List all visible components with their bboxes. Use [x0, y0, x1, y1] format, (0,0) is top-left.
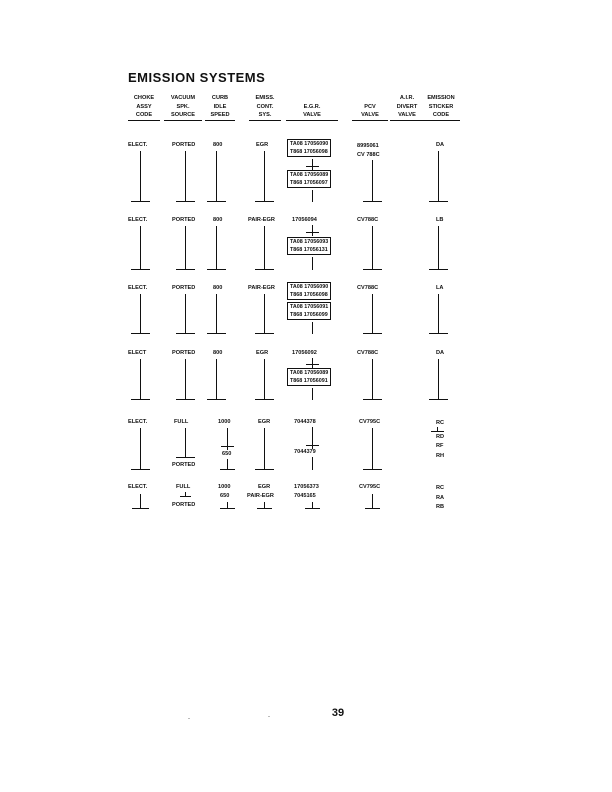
vacuum-source: PORTED	[172, 350, 196, 356]
egr-bracket: TA08 17056091 T868 17056099	[287, 302, 331, 320]
header-emiss: EMISS. CONT. SYS.	[249, 94, 281, 121]
page-title: EMISSION SYSTEMS	[128, 70, 266, 85]
pcv-valve: 8995061 CV 788C	[357, 143, 380, 158]
sticker-code: LA	[436, 285, 444, 291]
vacuum-source: PORTED	[172, 142, 196, 148]
header-air: A.I.R. DIVERT VALVE	[390, 94, 424, 121]
egr-bracket: TA08 17056090 T868 17056098	[287, 139, 331, 157]
sticker-code: DA	[436, 142, 445, 148]
header-vacuum: VACUUM SPK. SOURCE	[164, 94, 202, 121]
egr-bracket: TA08 17056089 T868 17056091	[287, 368, 331, 386]
header-pcv: PCV VALVE	[352, 94, 388, 121]
idle-speed: 800	[213, 217, 223, 223]
egr-bracket: TA08 17056093 T868 17056131	[287, 237, 331, 255]
vacuum-source: PORTED	[172, 285, 196, 291]
idle-speed-secondary: 650	[220, 493, 230, 499]
pcv-valve: CV788C	[357, 285, 379, 291]
vacuum-source: PORTED	[172, 217, 196, 223]
pcv-valve: CV788C	[357, 350, 379, 356]
emiss-system: EGR	[256, 350, 269, 356]
egr-valve: 17056092	[292, 350, 317, 356]
egr-valve: 17056094	[292, 217, 317, 223]
idle-speed: 1000	[218, 419, 231, 425]
emiss-system: PAIR-EGR	[248, 217, 275, 223]
emiss-system: PAIR-EGR	[248, 285, 275, 291]
sticker-code: RC RD RF RH	[436, 420, 445, 459]
egr-valve-secondary: 7044379	[294, 449, 316, 455]
idle-speed-secondary: 650	[222, 451, 232, 457]
idle-speed: 800	[213, 285, 223, 291]
vacuum-source-secondary: PORTED	[172, 462, 196, 468]
emiss-system: EGR	[258, 419, 271, 425]
egr-valve: 17056373	[294, 484, 319, 490]
header-choke: CHOKE ASSY CODE	[128, 94, 160, 121]
sticker-code: RC RA RB	[436, 485, 445, 510]
vacuum-source-secondary: PORTED	[172, 502, 196, 508]
page-number: 39	[331, 707, 345, 719]
choke-code: ELECT.	[128, 285, 148, 291]
choke-code: ELECT.	[128, 217, 148, 223]
vacuum-source: FULL	[174, 419, 189, 425]
idle-speed: 800	[213, 142, 223, 148]
sticker-code: DA	[436, 350, 445, 356]
choke-code: ELECT.	[128, 419, 148, 425]
choke-code: ELECT	[128, 350, 147, 356]
choke-code: ELECT.	[128, 142, 148, 148]
choke-code: ELECT.	[128, 484, 148, 490]
pcv-valve: CV795C	[359, 419, 381, 425]
egr-bracket: TA08 17056090 T868 17056098	[287, 282, 331, 300]
vacuum-source: FULL	[176, 484, 191, 490]
emiss-system-secondary: PAIR-EGR	[247, 493, 274, 499]
egr-bracket: TA08 17056089 T868 17056097	[287, 170, 331, 188]
idle-speed: 1000	[218, 484, 231, 490]
emiss-system: EGR	[256, 142, 269, 148]
pcv-valve: CV788C	[357, 217, 379, 223]
idle-speed: 800	[213, 350, 223, 356]
pcv-valve: CV795C	[359, 484, 381, 490]
egr-valve-secondary: 7045165	[294, 493, 316, 499]
egr-valve: 7044378	[294, 419, 316, 425]
header-sticker: EMISSION STICKER CODE	[422, 94, 460, 121]
sticker-code: LB	[436, 217, 444, 223]
header-idle: CURB IDLE SPEED	[205, 94, 235, 121]
emiss-system: EGR	[258, 484, 271, 490]
header-egr: E.G.R. VALVE	[286, 94, 338, 121]
